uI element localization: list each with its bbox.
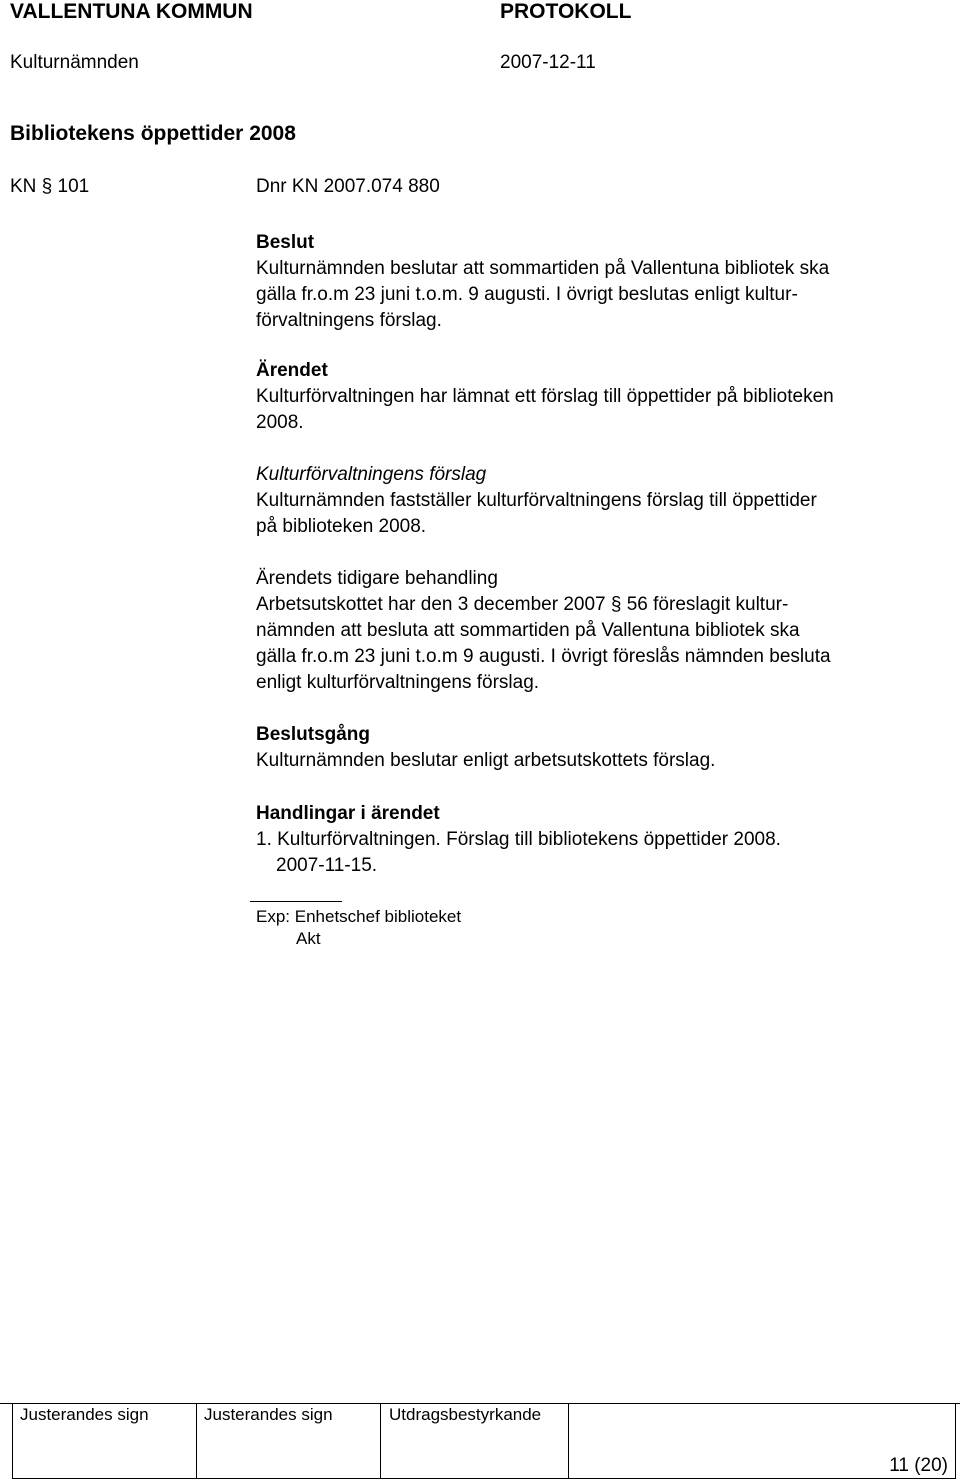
section-heading: Ärendet [256,360,328,381]
signature-label-2: Justerandes sign [204,1405,333,1424]
document-type: PROTOKOLL [500,0,632,23]
section-heading: Beslutsgång [256,724,371,745]
paragraph-number: KN § 101 [10,176,90,197]
section-line: på biblioteken 2008. [256,516,427,537]
document-title: Bibliotekens öppettider 2008 [10,122,296,145]
section-line: gälla fr.o.m 23 juni t.o.m. 9 augusti. I övrigt beslutas enligt kultur- [256,284,798,305]
diary-number: Dnr KN 2007.074 880 [256,176,440,197]
committee-name: Kulturnämnden [10,52,139,73]
section-line: nämnden att besluta att sommartiden på Vallentuna bibliotek ska [256,620,800,641]
section-line: gälla fr.o.m 23 juni t.o.m 9 augusti. I övrigt föreslås nämnden besluta [256,646,831,667]
section-line: 2008. [256,412,304,433]
expedition-divider [250,901,342,902]
section-line: Kulturnämnden beslutar att sommartiden på Vallentuna bibliotek ska [256,258,830,279]
section-line: Kulturnämnden beslutar enligt arbetsutskottets förslag. [256,750,716,771]
section-beslutsgang [256,722,946,774]
expedition-recipient: Exp: Enhetschef biblioteket [256,907,462,926]
section-arendet [256,358,946,436]
footer-divider [568,1403,569,1479]
document-list-item: 1. Kulturförvaltningen. Förslag till bibliotekens öppettider 2008. [256,829,781,850]
section-line: Kulturnämnden fastställer kulturförvaltningens förslag till öppettider [256,490,817,511]
section-line: Arbetsutskottet har den 3 december 2007 § 56 föreslagit kultur- [256,594,789,615]
section-tidigare-behandling [256,566,946,696]
section-line: enligt kulturförvaltningens förslag. [256,672,540,693]
organization-name: VALLENTUNA KOMMUN [10,0,253,23]
footer-right-border [955,1403,956,1479]
meeting-date: 2007-12-11 [500,52,596,73]
document-list-item-date: 2007-11-15. [276,855,378,876]
expedition-block [256,906,461,950]
section-heading: Handlingar i ärendet [256,803,440,824]
section-heading: Ärendets tidigare behandling [256,568,498,589]
section-beslut [256,230,946,334]
expedition-akt: Akt [296,929,321,948]
signature-footer [0,1403,960,1479]
certification-label: Utdragsbestyrkande [389,1405,542,1424]
section-handlingar [256,801,946,879]
page-number: 11 (20) [889,1455,948,1476]
footer-divider [380,1403,381,1479]
section-line: förvaltningens förslag. [256,310,442,331]
section-heading: Kulturförvaltningens förslag [256,464,487,485]
footer-divider [196,1403,197,1479]
footer-top-border [0,1403,960,1404]
section-line: Kulturförvaltningen har lämnat ett förslag till öppettider på biblioteken [256,386,834,407]
signature-label-1: Justerandes sign [20,1405,149,1424]
footer-bottom-border [12,1478,955,1479]
section-forslag [256,462,946,540]
footer-left-border [12,1403,13,1479]
section-heading: Beslut [256,232,315,253]
